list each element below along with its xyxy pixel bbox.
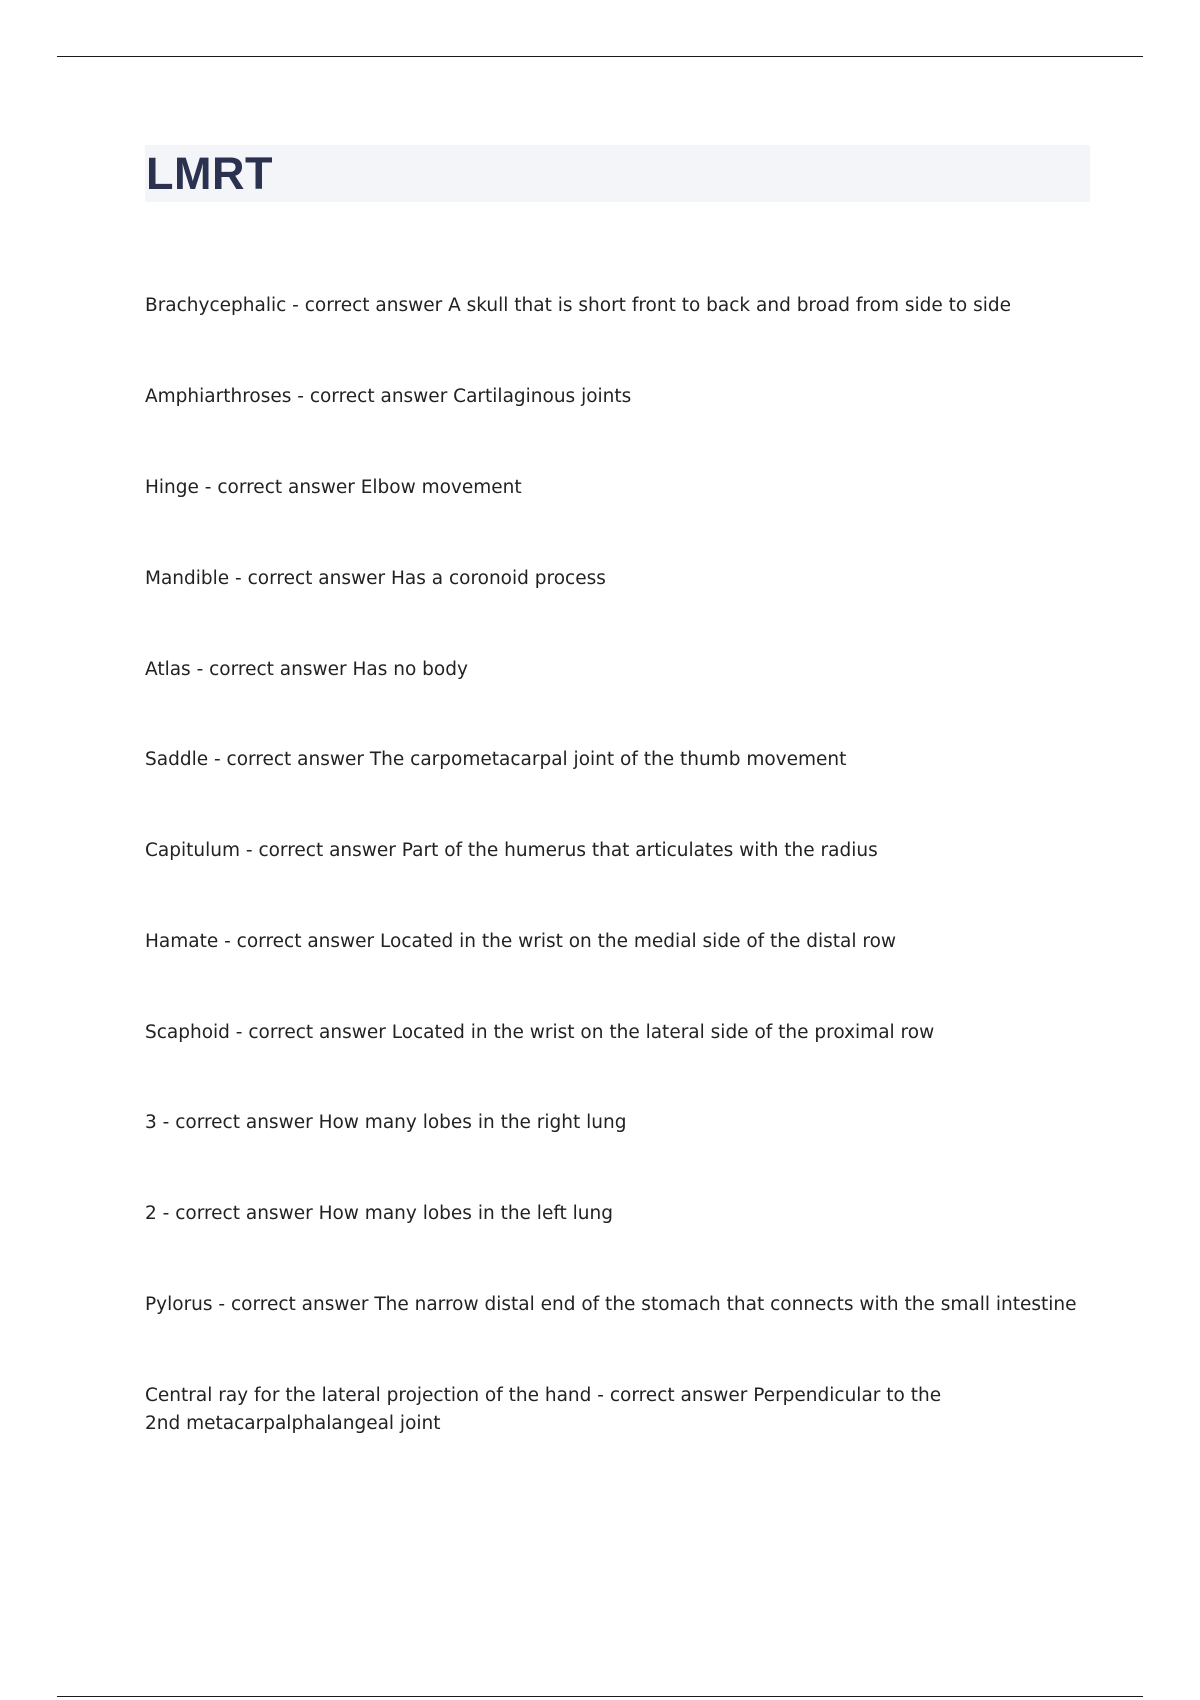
bottom-divider <box>57 1696 1143 1697</box>
qa-item: 2 - correct answer How many lobes in the left lung <box>145 1203 613 1224</box>
qa-item: Pylorus - correct answer The narrow distal end of the stomach that connects with the small intestine <box>145 1294 1077 1315</box>
qa-item: Hamate - correct answer Located in the wrist on the medial side of the distal row <box>145 931 897 952</box>
qa-item: Central ray for the lateral projection of the hand - correct answer Perpendicular to the 2nd metacarpalphalangeal joint <box>145 1385 942 1434</box>
qa-item: Capitulum - correct answer Part of the humerus that articulates with the radius <box>145 840 878 861</box>
qa-item: 3 - correct answer How many lobes in the right lung <box>145 1112 627 1133</box>
qa-item: Scaphoid - correct answer Located in the wrist on the lateral side of the proximal row <box>145 1022 935 1043</box>
qa-item: Brachycephalic - correct answer A skull that is short front to back and broad from side to side <box>145 295 1011 316</box>
qa-item: Amphiarthroses - correct answer Cartilaginous joints <box>145 386 632 407</box>
top-divider <box>57 56 1143 57</box>
qa-item: Hinge - correct answer Elbow movement <box>145 477 522 498</box>
qa-item: Saddle - correct answer The carpometacarpal joint of the thumb movement <box>145 749 847 770</box>
page-title: LMRT <box>146 148 273 199</box>
qa-item: Atlas - correct answer Has no body <box>145 659 468 680</box>
title-band <box>145 145 1090 202</box>
qa-item: Mandible - correct answer Has a coronoid process <box>145 568 606 589</box>
